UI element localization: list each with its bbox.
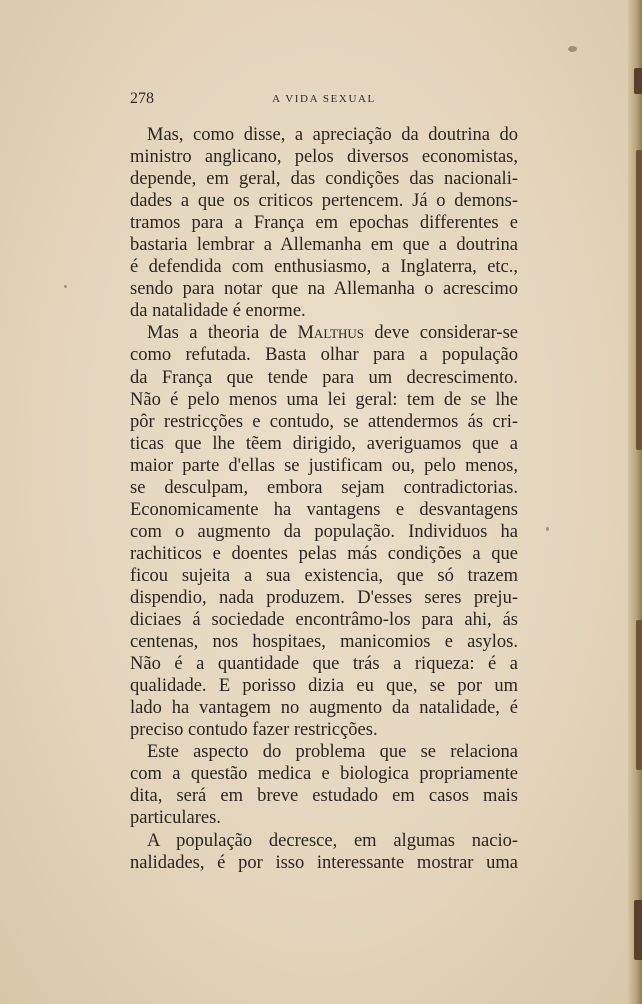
- text-line: da França que tende para um decrescimento.: [130, 367, 518, 388]
- text-line: rachiticos e doentes pelas más condições a que: [130, 543, 518, 564]
- text-line: A população decresce, em algumas nacio-: [147, 830, 518, 851]
- text-line: centenas, nos hospitaes, manicomios e asylos.: [130, 632, 518, 653]
- text-line: dispendio, nada produzem. D'esses seres preju-: [130, 587, 518, 608]
- text-line: se desculpam, embora sejam contradictorias.: [130, 477, 518, 498]
- text-line: Mas, como disse, a apreciação da doutrina do: [147, 125, 518, 145]
- text-line: Economicamente ha vantagens e desvantagens: [130, 499, 518, 520]
- text-line: dades a que os criticos pertencem. Já o demons-: [130, 191, 518, 212]
- paper-spot: [64, 285, 67, 288]
- text-line: qualidade. E porisso dizia eu que, se por um: [130, 676, 518, 697]
- text-line: é defendida com enthusiasmo, a Inglaterra, etc.,: [130, 257, 518, 278]
- text-line: maior parte d'ellas se justificam ou, pelo menos,: [130, 455, 518, 476]
- text-line: com a questão medica e biologica propriamente: [130, 764, 518, 785]
- paper-spot: [568, 46, 577, 52]
- text-line: bastaria lembrar a Allemanha em que a doutrina: [130, 235, 518, 256]
- text-line: Mas a theoria de Malthus deve considerar-se: [147, 323, 518, 344]
- text-line: da natalidade é enorme.: [130, 301, 306, 322]
- text-line: tramos para a França em epochas differentes e: [130, 213, 518, 234]
- paper-spot: [546, 527, 549, 531]
- page-right-edge: [628, 0, 642, 1004]
- text-line: como refutada. Basta olhar para a população: [130, 345, 518, 366]
- text-line: com o augmento da população. Individuos ha: [130, 521, 518, 542]
- text-line: nalidades, é por isso interessante mostrar uma: [130, 852, 518, 873]
- text-line: Não é a quantidade que trás a riqueza: é a: [130, 654, 518, 675]
- text-line: lado ha vantagem no augmento da natalidade, é: [130, 698, 518, 719]
- page-number: 278: [130, 90, 154, 107]
- text-line: sendo para notar que na Allemanha o acrescimo: [130, 279, 518, 300]
- text-line: Não é pelo menos uma lei geral: tem de se lhe: [130, 389, 518, 410]
- running-head: A VIDA SEXUAL: [272, 93, 376, 105]
- page-header: [130, 90, 518, 112]
- text-line: pôr restricções e contudo, se attendermos ás cri-: [130, 411, 518, 432]
- text-line: depende, em geral, das condições das nacionali-: [130, 169, 518, 190]
- text-line: ministro anglicano, pelos diversos economistas,: [130, 147, 518, 168]
- text-line: ticas que lhe tẽem dirigido, averiguamos que a: [130, 433, 518, 454]
- author-name: Malthus: [297, 323, 365, 344]
- text-line: diciaes á sociedade encontrâmo-los para ahi, ás: [130, 610, 518, 631]
- text-line: Este aspecto do problema que se relaciona: [147, 742, 518, 763]
- body-text: [130, 124, 518, 874]
- text-line: preciso contudo fazer restricções.: [130, 720, 378, 741]
- text-line: ficou sujeita a sua existencia, que só trazem: [130, 565, 518, 586]
- text-line: particulares.: [130, 808, 221, 829]
- text-line: dita, será em breve estudado em casos mais: [130, 786, 518, 807]
